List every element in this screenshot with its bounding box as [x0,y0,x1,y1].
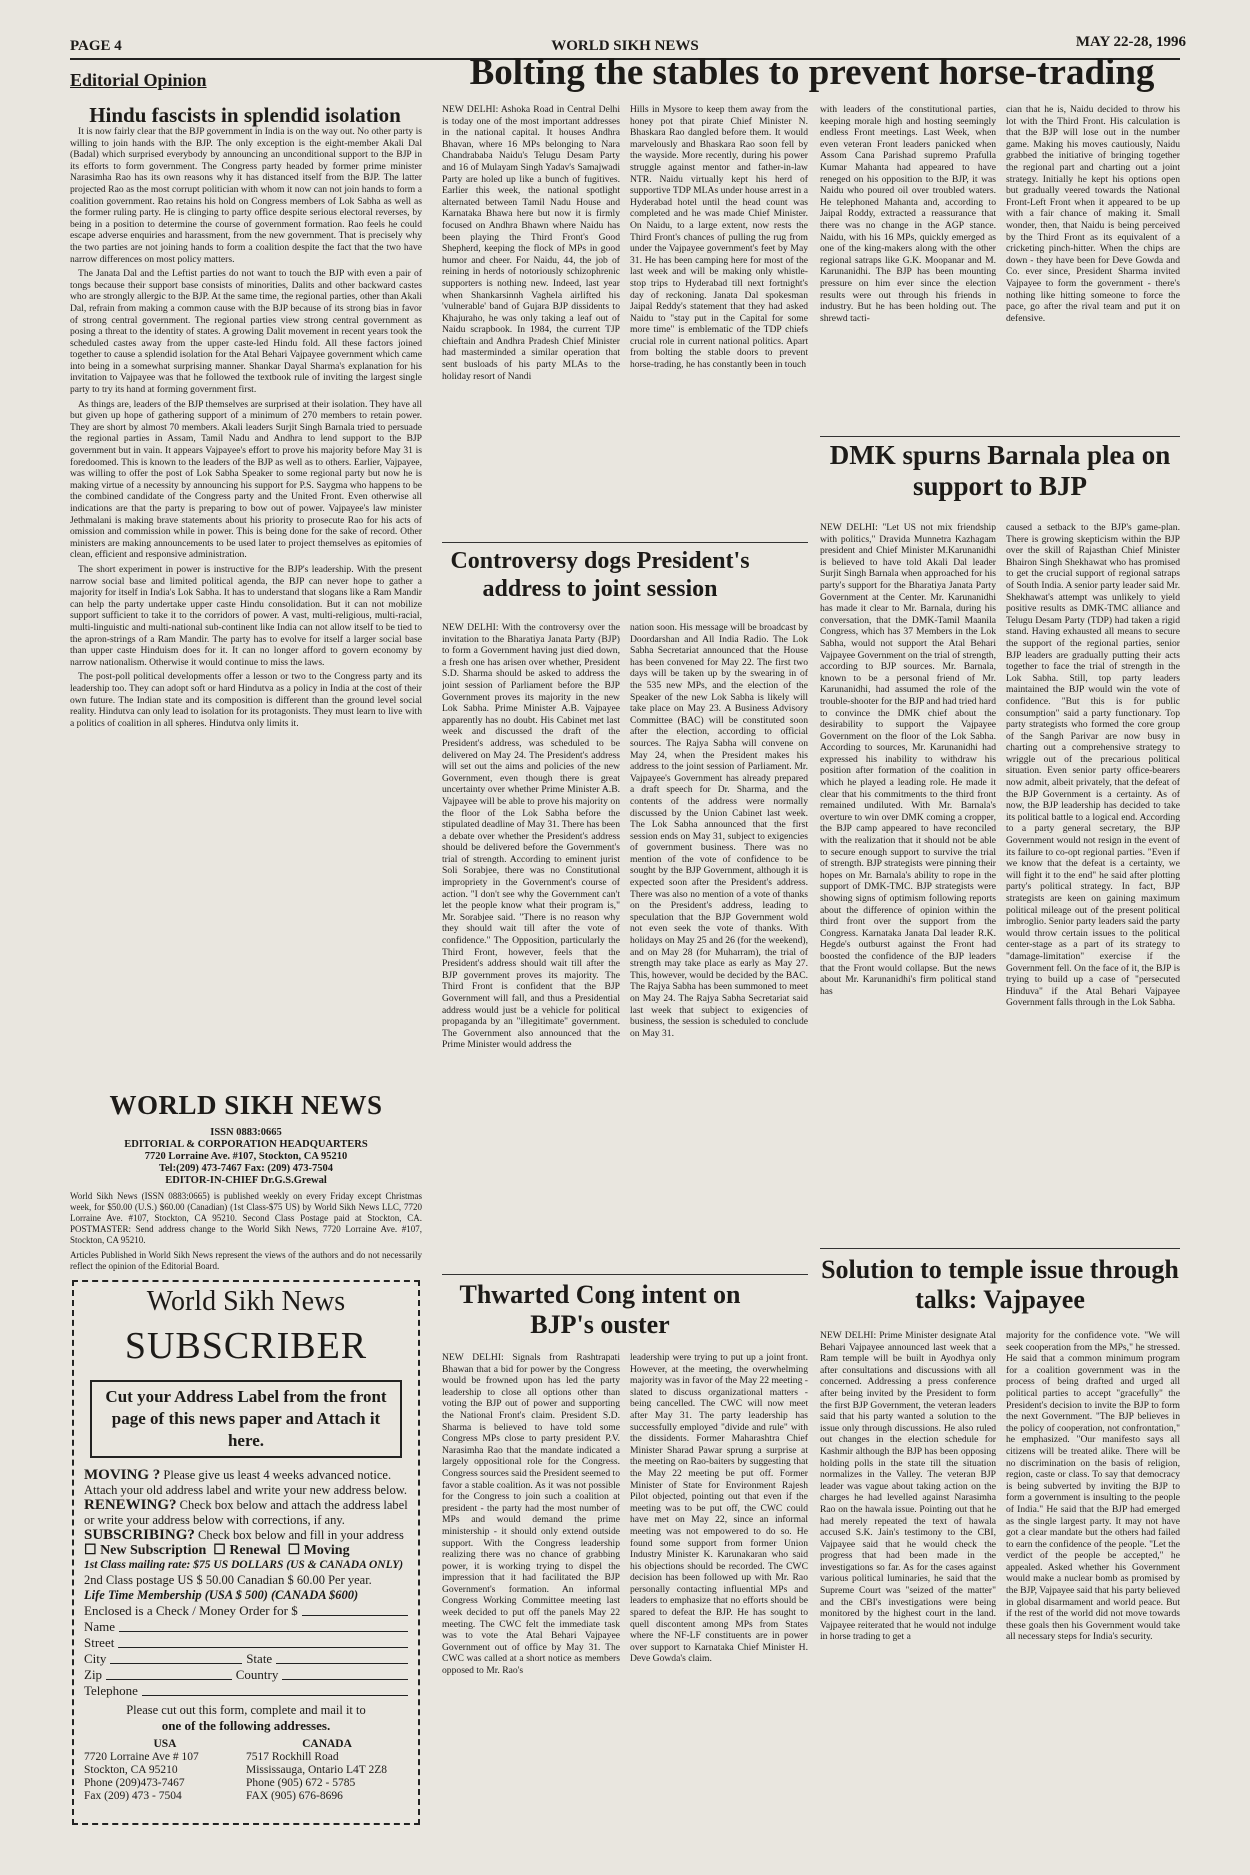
editorial-heading [70,70,420,128]
controversy-col1: NEW DELHI: With the controversy over the invitation to the Bharatiya Janata Party (BJP) to form a Government having just died down, a fresh one has arisen over whether, President S.D. Sharma should be asked to address the joint session of Parliament before the BJP Government proves its majority in the new Lok Sabha. Prime Minister A.B. Vajpayee apparently has no doubt. His Cabinet met last week and discussed the draft of the President's address, was scheduled to be delivered on May 24. The President's address will set out the aims and policies of the new Government, even though there is great uncertainty over whether Prime Minister A.B. Vajpayee will be able to prove his majority on the floor of the Lok Sabha before the stipulated deadline of May 31. There has been a debate over whether the President's address should be delivered before the Government's trial of strength. According to eminent jurist Soli Sorabjee, there was no Constitutional impropriety in the Government's course of action. "I don't see why the Government can't let the people know what their program is," Mr. Sorabjee said. "There is no reason why they should wait till after the vote of confidence." The Opposition, particularly the Third Front, however, feels that the President's address should wait till after the BJP government proves its majority. The Third Front is confident that the BJP Government will fall, and thus a Presidential address would just be a vehicle for political propaganda by an "illegitimate" government. The Government also announced that the Prime Minister would address the [442,622,620,1051]
masthead-title: WORLD SIKH NEWS [109,1090,383,1120]
dmk-col1: NEW DELHI: "Let US not mix friendship with politics," Dravida Munnetra Kazhagam president and Chief Minister M.Karunanidhi is believed to have told Akali Dal leader Surjit Singh Barnala when approached for his party's support for the Bharatiya Janata Party Government at the Center. Mr. Karunanidhi has made it clear to Mr. Barnala, during his conversation, that the DMK-Tamil Maanila Congress, which has 37 Members in the Lok Sabha, would not support the Atal Behari Vajpayee Government on the trial of strength, according to BJP sources. Mr. Barnala, known to be a personal friend of Mr. Karunanidhi, had assumed the role of the trouble-shooter for the BJP and had tried hard to convince the DMK chief about the desirability to support the Vajpayee Government on the floor of the Lok Sabha. According to sources, Mr. Karunanidhi had expressed his inability to withdraw his position after formation of the coalition in which he played a leading role. He made it clear that his commitments to the third front remained undiluted. With Mr. Barnala's overture to win over DMK coming a cropper, the BJP camp appeared to have reconciled with the realization that it should not be able to secure enough support to survive the trial of strength. BJP strategists were pinning their hopes on Mr. Barnala's ability to rope in the support of DMK-TMC. BJP strategists were showing signs of optimism following reports about the difference of opinion within the third front over the support from the Congress. Karnataka Janata Dal leader R.K. Hegde's outburst against the Front had boosted the confidence of the BJP leaders that the Front would collapse. But the news about Mr. Karunanidhi's firm political stand has [820,522,996,997]
masthead-details [70,1127,422,1187]
editorial-paragraph: It is now fairly clear that the BJP government in India is on the way out. No other party is willing to join hands with the BJP. The only exception is the eight-member Akali Dal (Badal) which surprised everybody by announcing an unconditional support to the BJP in its efforts to form government. The Congress party headed by former prime minister Narasimha Rao has its own reasons why it has distanced itself from the BJP. The latter projected Rao as the most corrupt politician with whom it now can not join hands to form a coalition government. Rao retains his hold on Congress members of Lok Sabha as well as the former ruling party. He is clinging to party office despite serious electoral reverses, by being in a position to determine the course of government formation. Rao feels he could escape adverse enquiries and harassment, from the new government. That is precisely why the two parties are not joining hands to form a coalition despite the fact that the two have narrow differences on most policy matters. [70,126,422,265]
controversy-headline: Controversy dogs President's address to joint session [450,548,750,602]
divider [442,1274,808,1275]
editorial-paragraph: The post-poll political developments offer a lesson or two to the Congress party and its leadership too. They can adopt soft or hard Hindutva as a policy in India at the cost of their own future. The Indian state and its composition is different than the ground level social reality. Hindutva can only lead to isolation for its protagonists. They must learn to live with a politics of coalition in all spheres. Hindutva only limits it. [70,671,422,729]
thwarted-col2: leadership were trying to put up a joint front. However, at the meeting, the overwhelming majority was in favor of the May 22 meeting - slated to discuss organizational matters - being cancelled. The CWC will now meet after May 31. The party leadership has successfully employed "divide and rule" with the dissidents. Former Maharashtra Chief Minister Sharad Pawar sprung a surprise at the meeting on Rao-baiters by suggesting that the May 22 meeting be put off. Former Minister of State for Environment Rajesh Pilot objected, pointing out that even if the meeting was to be put off, the CWC could have met on May 22, since an informal meeting was not empowered to do so. He found some support from former Union Industry Minister K. Karunakaran who said his objections should be recorded. The CWC decision has been followed up with Mr. Rao personally contacting influential MPs and leaders to emphasize that no efforts should be spared to defeat the BJP. He has sought to quell discontent among MPs from States where the NF-LF constituents are in power over support to Karnataka Chief Minister H. Deve Gowda's claim. [630,1352,808,1665]
editor-in-chief: EDITOR-IN-CHIEF Dr.G.S.Grewal [165,1175,327,1186]
city-state-field[interactable]: City State [84,1651,408,1667]
editorial-body [70,126,422,1076]
issn: ISSN 0883:0665 [210,1127,282,1138]
usa-address: USA 7720 Lorraine Ave # 107 Stockton, CA 95210 Phone (209)473-7467 Fax (209) 473 - 7504 [84,1738,199,1802]
main-story-col2: Hills in Mysore to keep them away from the honey pot that pirate Chief Minister N. Bhaskara Rao dangled before them. It would marvelously and Bhaskara Rao soon fell by the wayside. More recently, during his power struggle against mentor and father-in-law NTR. Naidu virtually kept his herd of supportive TDP MLAs under house arrest in a Hyderabad hotel until the head count was completed and he was made Chief Minister. On Naidu, to a large extent, now rests the Third Front's chances of pulling the rug from under the Vajpayee government's feet by May 31. He has been camping here for most of the last week and will be making only whistle-stop trips to Hyderabad till next fortnight's day of reckoning. Janata Dal spokesman Jaipal Reddy's statement that they had asked Naidu to "stay put in the Capital for some more time" is emblematic of the TDP chiefs crucial role in current national politics. Apart from bolting the stable doors to prevent horse-trading, he has constantly been in touch [630,104,808,371]
coupon-subtitle: SUBSCRIBER [124,1325,368,1367]
page-number: PAGE 4 [70,38,122,54]
rate-second-class: 2nd Class postage US $ 50.00 Canadian $ 60.00 Per year. [84,1573,372,1587]
new-subscription-checkbox[interactable]: ☐ New Subscription [84,1543,207,1558]
issue-date: MAY 22-28, 1996 [1075,34,1186,50]
dmk-headline: DMK spurns Barnala plea on support to BJP [829,440,1171,502]
option-checkboxes [84,1543,408,1558]
amount-field[interactable]: Enclosed is a Check / Money Order for $ [84,1603,408,1619]
subscriber-coupon [72,1280,420,1825]
name-field[interactable]: Name [84,1619,408,1635]
publication-notice: World Sikh News (ISSN 0883:0665) is published weekly on every Friday except Christmas week, for $50.00 (U.S.) $60.00 (Canadian) (1st Class-$75 US) by World Sikh News LLC, 7720 Lorraine Ave. #107, Stockton, CA 95210. Second Class Postage paid at Stockton, CA. POSTMASTER: Send address change to the World Sikh News, 7720 Lorraine Ave. #107, Stockton, CA 95210. [70,1191,422,1245]
temple-headline: Solution to temple issue through talks: Vajpayee [821,1255,1179,1314]
street-field[interactable]: Street [84,1635,408,1651]
hq-phone: Tel:(209) 473-7467 Fax: (209) 473-7504 [158,1163,333,1174]
rate-lifetime: Life Time Membership (USA $ 500) (CANADA $600) [84,1588,359,1602]
controversy-col2: nation soon. His message will be broadcast by Doordarshan and All India Radio. The Lok Sabha Secretariat announced that the House has been convened for May 22. The first two days will be taken up by the swearing in of the 535 new MPs, and the election of the Speaker of the new Lok Sabha is likely will take place on May 23. A Business Advisory Committee (BAC) will be constituted soon after the election, according to official sources. The Rajya Sabha will convene on May 24, when the President makes his address to the joint session of Parliament. Mr. Vajpayee's Government has already prepared a draft speech for Dr. Sharma, and the contents of the address were normally discussed by the Union Cabinet last week. The Lok Sabha announced that the first session ends on May 31, subject to exigencies of government business. There was no mention of the vote of confidence to be sought by the BJP Government, although it is expected soon after the President's address. There was also no mention of a vote of thanks on the President's address, leading to speculation that the BJP Government wold not even seek the vote of thanks. With holidays on May 25 and 26 (for the weekend), and on May 28 (for Muharram), the trial of strength may take place as early as May 27. This, however, would be decided by the BAC. The Rajya Sabha has been summoned to meet on May 24. The Rajya Sabha Secretariat said last week that subject to exigencies of business, the session is scheduled to conclude on May 31. [630,622,808,1039]
disclaimer: Articles Published in World Sikh News represent the views of the authors and do not necessarily reflect the opinion of the Editorial Board. [70,1250,422,1271]
main-story-col1: NEW DELHI: Ashoka Road in Central Delhi is today one of the most important addresses in the national capital. It houses Andhra Bhavan, where 16 MPs belonging to Nara Chandrababa Naidu's Telugu Desam Party and 16 of Mulayam Singh Yadav's Samajwadi Party are holed up like a bunch of fugitives. Earlier this week, the national spotlight alternated between Tamil Nadu House and Karnataka Bhawa here but now it is firmly focused on Andhra Bhawn where Naidu has been playing the Third Front's Good Shepherd, keeping the flock of MPs in good humor and cheer. For Naidu, 44, the job of reining in herds of notoriously schizophrenic supporters is nothing new. Indeed, last year when Shankarsinnh Vaghela airlifted his 'vulnerable' band of Gujara BJP dissidents to Khajuraho, he was only taking a leaf out of Naidu scrapbook. In 1984, the current TJP chieftain and Andhra Pradesh Chief Minister had masterminded a similar operation that sent busloads of his party MLAs to the holiday resort of Nandi [442,104,620,382]
thwarted-headline: Thwarted Cong intent on BJP's ouster [459,1280,741,1339]
main-story-col3: with leaders of the constitutional parties, keeping morale high and hosting seemingly endless Front meetings. Last Week, when even veteran Front leaders panicked when Assom Cana Parishad supremo Prafulla Kumar Mahanta had appeared to have reneged on his opposition to the BJP, it was Naidu who poured oil over troubled waters. He telephoned Mahanta and, according to Jaipal Roddy, extracted a reassurance that there was no change in the AGP stance. Naidu, with his 16 MPs, quickly emerged as one of the king-makers along with the other regional satraps like G.K. Moopanar and M. Karunanidhi. The BJP has been mounting pressure on him ever since the election results were out through his friends in industry. But he has been holding out. The shrewd tacti- [820,104,996,324]
editorial-paragraph: The short experiment in power is instructive for the BJP's leadership. With the present narrow social base and limited political agenda, the BJP can never hope to gather a majority for itself in India's Lok Sabha. It has to understand that slogans like a Ram Mandir can help the party undertake upper caste Hindu consolidation. But it can not mobilize support sufficient to take it to the corridors of power. A vast, multi-religious, multi-racial, multi-linguistic and multi-national sub-continent like India can not allow itself to be tied to the apron-strings of a Ram Mandir. The party has to evolve for itself a larger social base than upper caste Hinduism does for it. It can no longer afford to govern economy by narrow nationalism. Otherwise it would continue to miss the laws. [70,563,422,668]
rate-first-class: 1st Class mailing rate: $75 US DOLLARS (US & CANADA ONLY) [84,1559,404,1571]
telephone-field[interactable]: Telephone [84,1683,408,1699]
address-label-box[interactable]: Cut your Address Label from the front page of this news paper and Attach it here. [90,1380,402,1458]
divider [820,436,1180,437]
renewal-checkbox[interactable]: ☐ Renewal [213,1543,281,1558]
editorial-title: Hindu fascists in splendid isolation [89,103,401,127]
divider [820,1248,1180,1249]
temple-col1: NEW DELHI: Prime Minister designate Atal Behari Vajpayee announced last week that a Ram temple will be built in Ayodhya only after consultations and discussions with all concerned. Addressing a press conference after being invited by the President to form the first BJP Government, the veteran leaders said that his party wanted a solution to the issue only through discussions. He also ruled out changes in the election schedule for Kashmir although the BJP has been opposing holding polls in the state till the situation normalizes in the Valley. The veteran BJP leader was vague about taking action on the charges he had levelled against Narasimha Rao on the hawala issue. Pointing out that he had merely repeated the text of hawala accused S.K. Jain's testimony to the CBI, Vajpayee said that he would check the progress that had been made in the investigations so far. As for the cases against various political luminaries, he said that the Supreme Court was "seized of the matter" and the CBI's investigations were being monitored by the highest court in the land. Vajpayee reiterated that he would not indulge in horse trading to get a [820,1330,996,1643]
moving-notice: MOVING ? Please give us least 4 weeks advanced notice. Attach your old address label and write your new address below. [84,1467,408,1497]
main-story-col4: cian that he is, Naidu decided to throw his lot with the Third Front. His calculation is that the BJP will lose out in the number game. Making his moves cautiously, Naidu grabbed the initiative of bringing together the regional part and charting out a joint strategy. Initially he kept his options open but gradually veered towards the National Front-Left Front when it appeared to be up with a fair chance of making it. Small wonder, then, that Naidu is being perceived by the Third Front as its equivalent of a cricketing pinch-hitter. When the chips are down - they have been for Deve Gowda and Co. ever since, President Sharma invited Vajpayee to form the government - there's nothing like hitting someone to force the pace, go after the rival team and put it on defensive. [1006,104,1180,324]
dmk-col2: caused a setback to the BJP's game-plan. There is growing skepticism within the BJP over the skill of Rajasthan Chief Minister Bhairon Singh Shekhawat who has promised to get the crucial support of regional satraps of South India. A senior party leader said Mr. Shekhawat's attempt was unlikely to yield positive results as DMK-TMC alliance and Telugu Desam Party (TDP) had taken a rigid stand. Having exhausted all means to secure the support of the regional parties, senior BJP leaders are gradually putting their acts together to face the trial of strength in the Lok Sabha. Still, top party leaders maintained the BJP would win the vote of confidence. "But this is for public consumption" said a party functionary. Top party strategists who formed the core group of the Sangh Parivar are now busy in charting out a comprehensive strategy to wriggle out of the precarious political situation. Even senior party office-bearers now admit, albeit privately, that the defeat of the BJP Government is a certainty. As of now, the BJP leadership has decided to take its political battle to a logical end. According to a party general secretary, the BJP Government would not resign in the event of its failure to co-opt regional parties. "Even if we know that the defeat is a certainty, we will fight it to the end" he said after plotting party's political strategy. In fact, BJP strategists are keen on gaining maximum political mileage out of the present political imbroglio. Senior party leaders said the party would throw certain issues to the political center-stage as a part of its strategy to "damage-limitation" exercise if the Government fell. On the face of it, the BJP is trying to build up a case of "persecuted Hinduva" if the Atal Behari Vajpayee Government falls through in the Lok Sabha. [1006,522,1180,1009]
zip-country-field[interactable]: Zip Country [84,1667,408,1683]
editorial-paragraph: As things are, leaders of the BJP themselves are surprised at their isolation. They have all but given up hope of gathering support of a minimum of 270 members to retain power. They are short by almost 70 members. Akali leaders Surjit Singh Barnala tried to persuade the regional parties in Assam, Tamil Nadu and Andhra to lend support to the BJP government but in vain. It appears Vajpayee's effort to prove his majority before May 31 is foredoomed. This is known to the leaders of the BJP as well as to others. Earlier, Vajpayee, was willing to offer the post of Lok Sabha Speaker to some regional party but now he is making virtue of a necessity by announcing his support for P.S. Saygma who happens to be the combined candidate of the Congress party and the United Front. Even otherwise all indications are that the party is preparing to bow out of power. Vajpayee's law minister Jethmalani is making brave statements about his priority to prosecute Rao for his acts of omission and commission while in power. This is being done for the sake of record. Other ministers are making announcements to be used later to project themselves as epitomies of clean, efficient and responsive administration. [70,398,422,561]
editorial-paragraph: The Janata Dal and the Leftist parties do not want to touch the BJP with even a pair of tongs because their support base consists of minorities, Dalits and other backward castes who are strongly allergic to the BJP. At the same time, the regional parties, other than Akali Dal, refrain from making a common cause with the BJP because of its strong bias in favor of strong central government. The regional parties view strong central government as posing a threat to the identity of states. A growing Dalit movement in recent years took the scheduled castes away from the upper caste-led Hindu fold. All these factors joined together to cause a splendid isolation for the Atal Behari Vajpayee government which came into being in a somewhat surprising manner. Shankar Dayal Sharma's explanation for his invitation to Vajpayee was that he followed the textbook rule of inviting the largest single party to try its hand at forming government first. [70,268,422,396]
mailing-addresses [84,1738,408,1803]
thwarted-col1: NEW DELHI: Signals from Rashtrapati Bhawan that a bid for power by the Congress would be frowned upon has led the party leadership to close all options other than voting the BJP out of power and supporting the National Front's claim. President S.D. Sharma is believed to have told some Congress MPs close to party president P.V. Narasimha Rao that the mandate indicated a largely oppositional role for the Congress. Congress sources said the President seemed to favor a stable coalition. As it was not possible for the Congress to join such a coalition at president - the party had the most number of MPs and would demand the prime ministership - it should only extend outside support. With the Congress leadership realizing there was no chance of grabbing power, it is working trying to dispel the impression that it had facilitated the BJP Government's formation. An informal Congress Working Committee meeting last week decided to put off the panels May 22 meeting. The CWC felt the immediate task was to vote the Atal Behari Vajpayee Government out of office by May 31. The CWC was called at a short notice as members opposed to Mr. Rao's [442,1352,620,1677]
hq-address: 7720 Lorraine Ave. #107, Stockton, CA 95210 [144,1151,348,1162]
main-headline: Bolting the stables to prevent horse-trading [469,52,1155,93]
editorial-label: Editorial Opinion [70,70,207,90]
moving-checkbox[interactable]: ☐ Moving [287,1543,350,1558]
subscribing-notice: SUBSCRIBING? Check box below and fill in your address [84,1527,404,1543]
temple-col2: majority for the confidence vote. "We will seek cooperation from the MPs," he stressed. He said that a common minimum program for a coalition government was in the process of being drafted and urged all political parties to accept "gracefully" the President's decision to invite the BJP to form the next Government. "The BJP believes in the policy of cooperation, not confrontation," he emphasized. "Our manifesto says all citizens will be treated alike. There will be no discrimination on the basis of religion, region, caste or class. To say that democracy is being subverted by inviting the BJP to form a government is insulting to the people of India." He said that the BJP had emerged as the single largest party. It may not have got a clear mandate but the others had failed to earn the confidence of the people. "Let the verdict of the people be accepted," he appealed. Asked whether his Government would make a nuclear bomb as promised by the BJP, Vajpayee said that his party believed in global disarmament and world peace. But if the rest of the world did not move towards these goals then his Government would take all necessary steps for India's security. [1006,1330,1180,1643]
hq-label: EDITORIAL & CORPORATION HEADQUARTERS [124,1139,368,1150]
canada-address: CANADA 7517 Rockhill Road Mississauga, Ontario L4T 2Z8 Phone (905) 672 - 5785 FAX (905) 676-8696 [246,1738,387,1802]
masthead [70,1090,422,1272]
coupon-title: World Sikh News [146,1286,346,1317]
renewing-notice: RENEWING? Check box below and attach the address label or write your address below with corrections, if any. [84,1497,408,1527]
mail-instructions: Please cut out this form, complete and mail it to one of the following addresses. [126,1703,366,1733]
paper-name: WORLD SIKH NEWS [551,38,699,54]
divider [442,542,808,543]
